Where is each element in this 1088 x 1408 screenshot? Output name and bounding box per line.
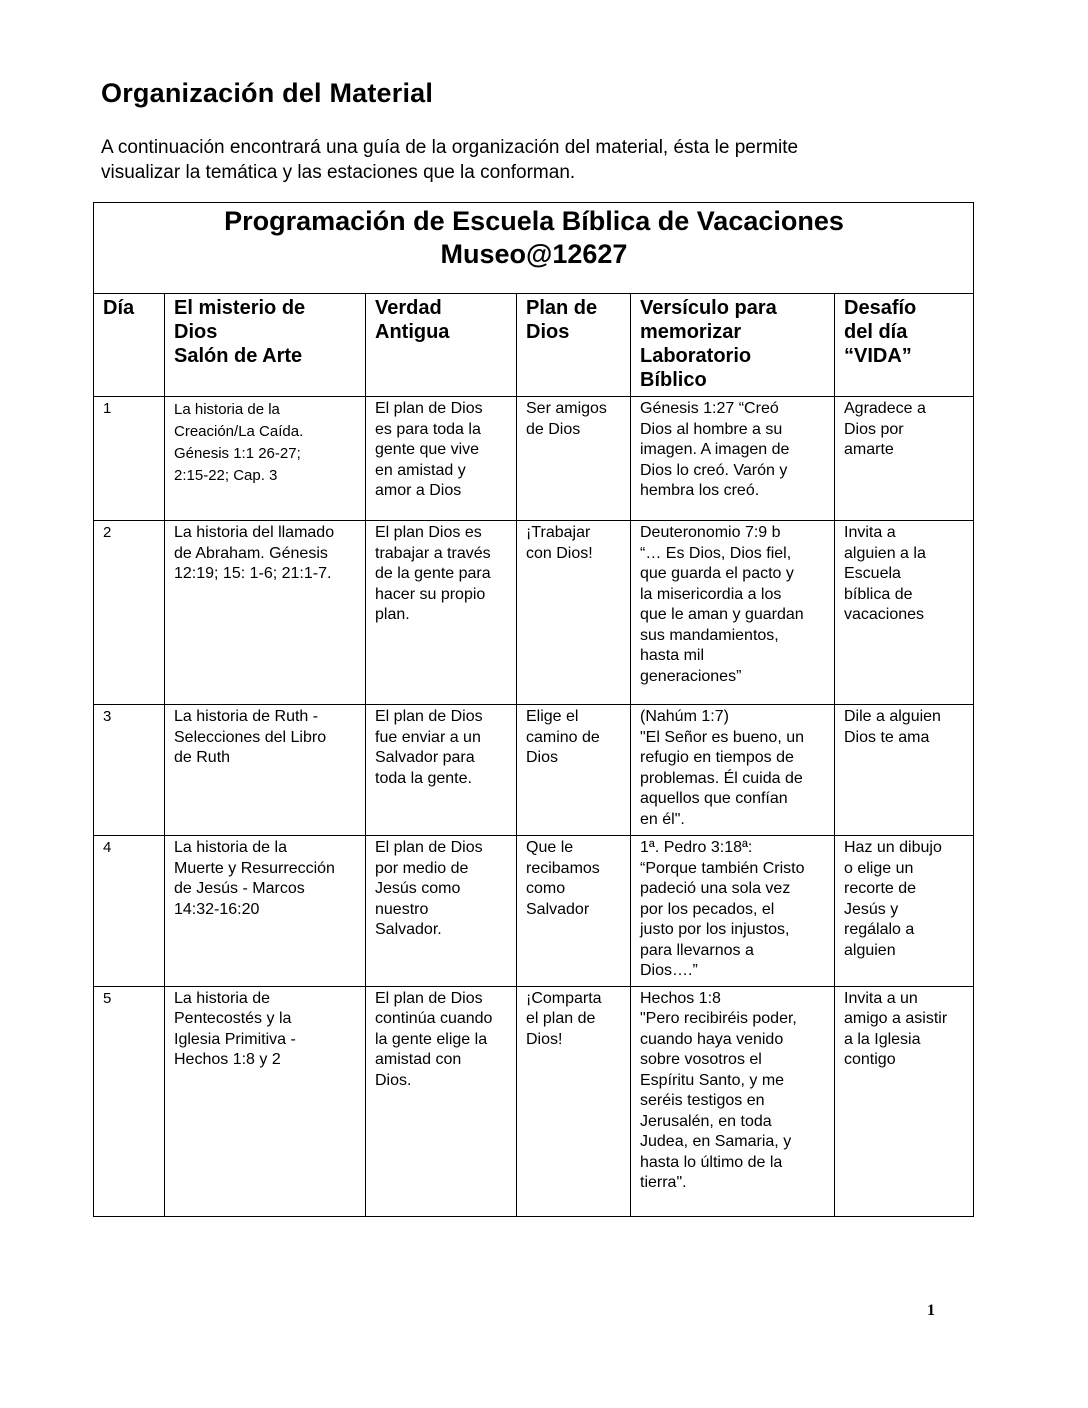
schedule-table xyxy=(93,202,974,1217)
table-title xyxy=(94,203,974,294)
day-cell: 5 xyxy=(94,986,165,1216)
cell-line: de la gente para xyxy=(375,565,491,582)
cell-line: "El Señor es bueno, un xyxy=(640,728,805,746)
cell-line: cuando haya venido xyxy=(640,1030,784,1048)
cell-line: nuestro xyxy=(375,900,429,918)
cell-line: Creación/La Caída. xyxy=(174,423,304,440)
verse-cell xyxy=(631,521,835,705)
cell-line: amigo a asistir xyxy=(844,1010,948,1027)
cell-line: Hechos 1:8 xyxy=(640,989,721,1007)
cell-line: alguien a la xyxy=(844,544,926,562)
cell-line: La historia de Ruth - xyxy=(174,708,319,725)
cell-line: en amistad y xyxy=(375,461,466,479)
header-line: Bíblico xyxy=(640,369,707,391)
plan-cell xyxy=(517,836,631,987)
cell-line: Ser amigos xyxy=(526,400,607,417)
cell-line: bíblica de xyxy=(844,585,913,603)
cell-line: con Dios! xyxy=(526,544,593,562)
cell-line: ¡Trabajar xyxy=(526,524,591,541)
cell-line: es para toda la xyxy=(375,420,481,438)
cell-line: Dios al hombre a su xyxy=(640,420,783,438)
truth-cell xyxy=(366,705,517,836)
header-line: Salón de Arte xyxy=(174,345,303,367)
cell-line: Dios! xyxy=(526,1030,563,1048)
verse-cell xyxy=(631,836,835,987)
cell-line: o elige un xyxy=(844,859,914,877)
plan-cell xyxy=(517,986,631,1216)
cell-line: La historia de la xyxy=(174,401,280,418)
cell-line: El plan de Dios xyxy=(375,708,483,725)
mystery-cell xyxy=(165,836,366,987)
mystery-cell xyxy=(165,986,366,1216)
cell-line: Dios por xyxy=(844,420,904,438)
cell-line: regálalo a xyxy=(844,921,915,938)
cell-line: que le aman y guardan xyxy=(640,606,804,623)
cell-line: Judea, en Samaria, y xyxy=(640,1133,792,1150)
mystery-cell xyxy=(165,397,366,521)
cell-line: de Jesús - Marcos xyxy=(174,880,305,897)
cell-line: Génesis 1:1 26-27; xyxy=(174,445,301,462)
cell-line: Haz un dibujo xyxy=(844,839,942,856)
cell-line: "Pero recibiréis poder, xyxy=(640,1010,797,1027)
cell-line: la gente elige la xyxy=(375,1030,488,1048)
cell-line: hasta lo último de la xyxy=(640,1153,783,1171)
cell-line: a la Iglesia xyxy=(844,1030,921,1048)
table-body xyxy=(94,397,974,1217)
cell-line: de Abraham. Génesis xyxy=(174,544,328,562)
header-line: Plan de xyxy=(526,297,598,319)
cell-line: por los pecados, el xyxy=(640,900,775,918)
cell-line: plan. xyxy=(375,606,410,623)
header-line: Desafío xyxy=(844,297,917,319)
challenge-cell xyxy=(835,836,974,987)
cell-line: Dios….” xyxy=(640,962,698,979)
cell-line: gente que vive xyxy=(375,441,480,458)
header-line: memorizar xyxy=(640,321,742,343)
table-title-row xyxy=(94,203,974,294)
cell-line: Escuela xyxy=(844,565,901,582)
intro-line: visualizar la temática y las estaciones que la conforman. xyxy=(101,162,576,183)
cell-line: sus mandamientos, xyxy=(640,626,779,644)
cell-line: problemas. Él cuida de xyxy=(640,769,803,787)
cell-line: Hechos 1:8 y 2 xyxy=(174,1051,281,1068)
header-line: El misterio de xyxy=(174,297,306,319)
cell-line: “… Es Dios, Dios fiel, xyxy=(640,544,792,562)
cell-line: recibamos xyxy=(526,859,600,877)
cell-line: amor a Dios xyxy=(375,482,462,499)
truth-cell xyxy=(366,397,517,521)
header-line: Versículo para xyxy=(640,297,777,319)
cell-line: trabajar a través xyxy=(375,544,491,562)
table-row xyxy=(94,836,974,987)
cell-line: Salvador para xyxy=(375,749,475,766)
cell-line: 1ª. Pedro 3:18ª: xyxy=(640,839,753,856)
cell-line: Dios. xyxy=(375,1071,412,1089)
table-row xyxy=(94,705,974,836)
challenge-cell xyxy=(835,705,974,836)
cell-line: La historia de xyxy=(174,989,271,1007)
header-line: Día xyxy=(103,297,135,319)
cell-line: Salvador. xyxy=(375,921,442,938)
plan-cell xyxy=(517,397,631,521)
cell-line: recorte de xyxy=(844,880,917,897)
cell-line: Salvador xyxy=(526,900,590,918)
cell-line: Dios lo creó. Varón y xyxy=(640,461,788,479)
day-cell: 3 xyxy=(94,705,165,836)
cell-line: Espíritu Santo, y me xyxy=(640,1071,785,1089)
cell-line: 2:15-22; Cap. 3 xyxy=(174,467,278,484)
header-plan xyxy=(517,294,631,397)
table-header-row xyxy=(94,294,974,397)
cell-line: el plan de xyxy=(526,1010,596,1027)
table-title-line: Museo@12627 xyxy=(440,239,628,269)
cell-line: padeció una sola vez xyxy=(640,880,791,897)
cell-line: justo por los injustos, xyxy=(640,921,790,938)
cell-line: hacer su propio xyxy=(375,585,486,603)
header-line: “VIDA” xyxy=(844,345,912,367)
header-line: Antigua xyxy=(375,321,450,343)
challenge-cell xyxy=(835,397,974,521)
table-title-line: Programación de Escuela Bíblica de Vacaciones xyxy=(224,206,844,236)
cell-line: de Ruth xyxy=(174,749,231,766)
cell-line: continúa cuando xyxy=(375,1010,493,1027)
cell-line: Agradece a xyxy=(844,400,926,417)
header-line: Laboratorio xyxy=(640,345,752,367)
cell-line: Jesús como xyxy=(375,880,461,897)
cell-line: que guarda el pacto y xyxy=(640,565,794,582)
cell-line: Selecciones del Libro xyxy=(174,728,327,746)
cell-line: Dile a alguien xyxy=(844,708,941,725)
cell-line: hasta mil xyxy=(640,647,705,664)
table-row xyxy=(94,521,974,705)
cell-line: “Porque también Cristo xyxy=(640,859,805,877)
cell-line: ¡Comparta xyxy=(526,989,602,1007)
truth-cell xyxy=(366,836,517,987)
plan-cell xyxy=(517,521,631,705)
header-verse xyxy=(631,294,835,397)
challenge-cell xyxy=(835,521,974,705)
cell-line: camino de xyxy=(526,728,600,746)
cell-line: aquellos que confían xyxy=(640,790,788,807)
cell-line: hembra los creó. xyxy=(640,482,760,499)
cell-line: Génesis 1:27 “Creó xyxy=(640,400,779,417)
plan-cell xyxy=(517,705,631,836)
header-line: Dios xyxy=(526,321,570,343)
intro-paragraph xyxy=(101,135,981,185)
cell-line: El plan de Dios xyxy=(375,839,483,856)
cell-line: de Dios xyxy=(526,420,581,438)
truth-cell xyxy=(366,521,517,705)
intro-line: A continuación encontrará una guía de la organización del material, ésta le permite xyxy=(101,137,799,158)
truth-cell xyxy=(366,986,517,1216)
cell-line: El plan Dios es xyxy=(375,524,482,541)
header-mystery xyxy=(165,294,366,397)
cell-line: para llevarnos a xyxy=(640,941,754,959)
verse-cell xyxy=(631,705,835,836)
cell-line: en él". xyxy=(640,810,685,828)
cell-line: 14:32-16:20 xyxy=(174,900,260,918)
cell-line: alguien xyxy=(844,941,896,959)
cell-line: fue enviar a un xyxy=(375,728,481,746)
cell-line: amistad con xyxy=(375,1051,462,1068)
cell-line: sobre vosotros el xyxy=(640,1051,762,1068)
cell-line: Iglesia Primitiva - xyxy=(174,1030,296,1048)
header-line: del día xyxy=(844,321,908,343)
cell-line: Invita a xyxy=(844,524,896,541)
cell-line: La historia de la xyxy=(174,839,287,856)
cell-line: Elige el xyxy=(526,708,579,725)
cell-line: vacaciones xyxy=(844,606,925,623)
mystery-cell xyxy=(165,521,366,705)
day-cell: 2 xyxy=(94,521,165,705)
cell-line: la misericordia a los xyxy=(640,585,782,603)
cell-line: seréis testigos en xyxy=(640,1092,765,1109)
verse-cell xyxy=(631,397,835,521)
cell-line: Que le xyxy=(526,839,574,856)
day-cell: 4 xyxy=(94,836,165,987)
table-row xyxy=(94,986,974,1216)
cell-line: Dios xyxy=(526,749,559,766)
verse-cell xyxy=(631,986,835,1216)
page-number: 1 xyxy=(927,1302,935,1319)
page-title: Organización del Material xyxy=(101,78,434,108)
cell-line: como xyxy=(526,880,566,897)
cell-line: amarte xyxy=(844,441,894,458)
cell-line: Jesús y xyxy=(844,900,899,918)
mystery-cell xyxy=(165,705,366,836)
header-truth xyxy=(366,294,517,397)
cell-line: imagen. A imagen de xyxy=(640,441,790,458)
header-line: Verdad xyxy=(375,297,442,319)
cell-line: Invita a un xyxy=(844,989,918,1007)
cell-line: El plan de Dios xyxy=(375,400,483,417)
cell-line: 12:19; 15: 1-6; 21:1-7. xyxy=(174,565,332,582)
header-line: Dios xyxy=(174,321,218,343)
cell-line: El plan de Dios xyxy=(375,989,483,1007)
cell-line: Muerte y Resurrección xyxy=(174,859,335,877)
cell-line: Jerusalén, en toda xyxy=(640,1112,772,1130)
header-challenge xyxy=(835,294,974,397)
cell-line: Deuteronomio 7:9 b xyxy=(640,524,781,541)
cell-line: por medio de xyxy=(375,859,469,877)
day-cell: 1 xyxy=(94,397,165,521)
cell-line: generaciones” xyxy=(640,667,742,685)
cell-line: Dios te ama xyxy=(844,728,930,746)
cell-line: Pentecostés y la xyxy=(174,1010,292,1027)
table-row xyxy=(94,397,974,521)
challenge-cell xyxy=(835,986,974,1216)
cell-line: (Nahúm 1:7) xyxy=(640,708,729,725)
cell-line: refugio en tiempos de xyxy=(640,749,794,766)
cell-line: toda la gente. xyxy=(375,769,472,787)
cell-line: tierra". xyxy=(640,1174,687,1191)
header-day xyxy=(94,294,165,397)
cell-line: contigo xyxy=(844,1051,896,1068)
cell-line: La historia del llamado xyxy=(174,524,335,541)
